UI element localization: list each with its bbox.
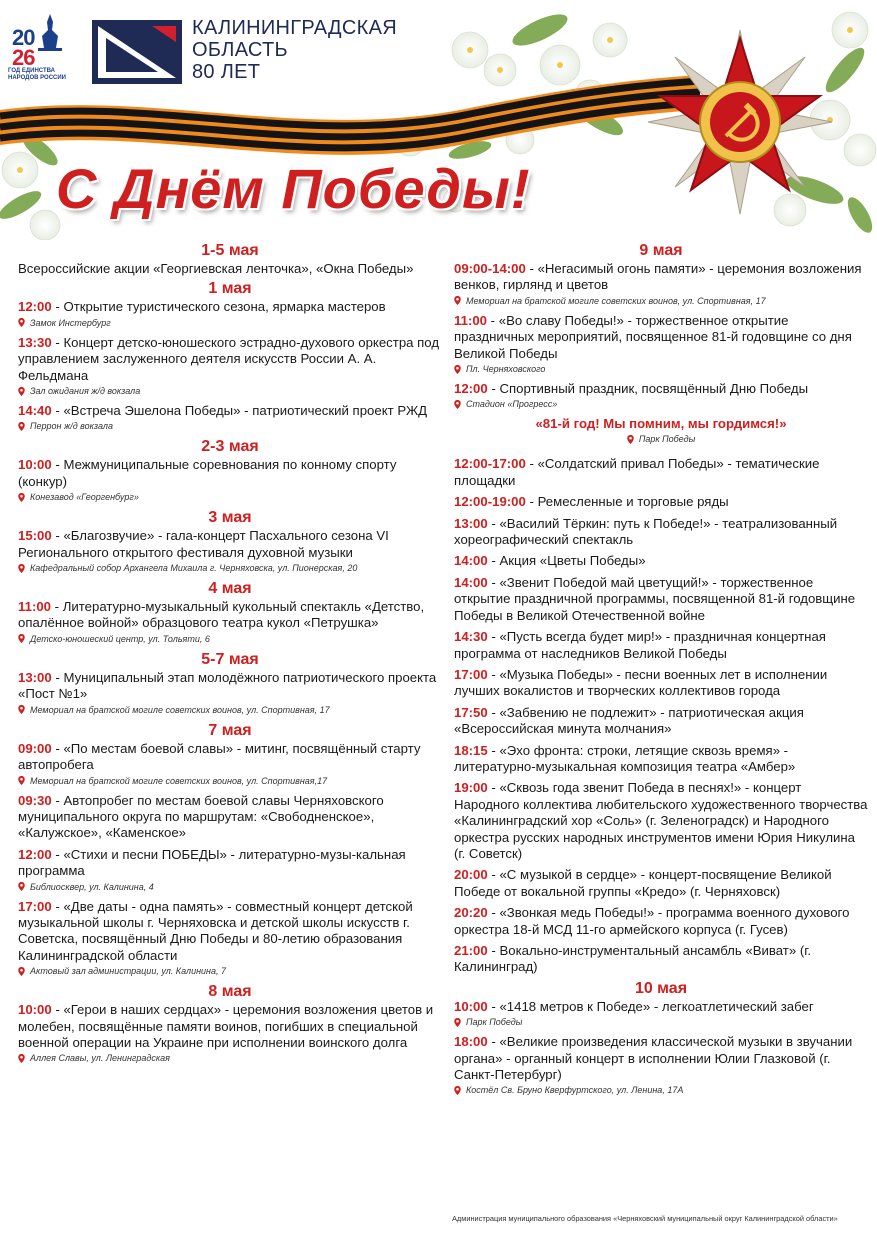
program-location: Парк Победы	[454, 433, 868, 445]
event-location: Аллея Славы, ул. Ленинградская	[18, 1052, 442, 1064]
location-pin-icon	[18, 318, 25, 327]
date-heading: 9 мая	[639, 242, 683, 259]
event-item: 10:00 - Межмуниципальные соревнования по конному спорту (конкур)	[18, 457, 397, 489]
footer-credit: Администрация муниципального образования «Черняховский муниципальный округ Калининградской области»	[452, 1214, 838, 1223]
event-item: 12:00 - «Стихи и песни ПОБЕДЫ» - литературно-музы-кальная программа	[18, 846, 406, 879]
location-pin-icon	[18, 1054, 25, 1063]
date-heading: 7 мая	[208, 721, 252, 739]
event-item: 19:00 - «Сквозь года звенит Победа в песнях!» - концерт Народного коллектива любительского художественного творчества «Калининградский хор «Соль» (г. Зеленоградск) и Народного оркестра русских народных инструментов имени Юрия Никулина (г. Советск)	[454, 780, 868, 861]
event-item: 17:00 - «Две даты - одна память» - совместный концерт детской музыкальной школы г. Черняховска и детской школы искусств г. Советска, посвящённый Дню Победы и 80-летию образования Калининградской области	[18, 898, 413, 963]
event-item: 13:00 - «Василий Тёркин: путь к Победе!» - театрализованный хореографический спектакль	[454, 515, 838, 548]
event-item: 10:00 - «Герои в наших сердцах» - церемония возложения цветов и молебен, посвящённые памяти воинов, погибших в специальной военной операции на Украине при исполнении воинского долга	[18, 1002, 434, 1050]
st-george-ribbon	[0, 70, 700, 160]
event-location: Стадион «Прогресс»	[454, 398, 868, 410]
program-title: «81-й год! Мы помним, мы гордимся!»	[535, 416, 787, 432]
date-heading: 1 мая	[208, 280, 252, 298]
event-item: 21:00 - Вокально-инструментальный ансамбль «Виват» (г. Калининград)	[454, 943, 812, 975]
logo-tagline: ГОД ЕДИНСТВА НАРОДОВ РОССИИ	[8, 68, 66, 81]
left-column	[18, 240, 442, 1070]
event-item: 17:00 - «Музыка Победы» - песни военных лет в исполнении лучших вокалистов и творческих коллективов города	[454, 666, 828, 699]
event-item: 17:50 - «Забвению не подлежит» - патриотическая акция «Всероссийская минута молчания»	[454, 704, 804, 737]
event-location: Мемориал на братской могиле советских воинов, ул. Спортивная,17	[18, 775, 442, 787]
event-item: 09:00-14:00 - «Негасимый огонь памяти» - церемония возложения венков, гирлянд и цветов	[454, 261, 862, 293]
event-item: 11:00 - «Во славу Победы!» - торжественное открытие праздничных мероприятий, посвященное 81-й годовщине со дня Великой Победы	[454, 312, 852, 361]
event-location: Парк Победы	[454, 1016, 868, 1028]
event-item: 12:00-19:00 - Ремесленные и торговые ряды	[454, 494, 729, 510]
region-line-2: ОБЛАСТЬ	[192, 39, 288, 61]
event-item: 18:15 - «Эхо фронта: строки, летящие сквозь время» - литературно-музыкальная композиция театра «Амбер»	[454, 742, 796, 774]
date-heading: 2-3 мая	[201, 438, 259, 456]
event-item: 14:40 - «Встреча Эшелона Победы» - патриотический проект РЖД	[18, 403, 428, 419]
event-item: 12:00-17:00 - «Солдатский привал Победы» - тематические площадки	[454, 456, 820, 488]
event-item: 14:30 - «Пусть всегда будет мир!» - праздничная концертная программа от наследников Великой Победы	[454, 629, 826, 661]
location-pin-icon	[18, 493, 25, 502]
event-item: 20:20 - «Звонкая медь Победы!» - программа военного духового оркестра 18-й МСД 11-го армейского корпуса (г. Гусев)	[454, 905, 850, 937]
event-location: Пл. Черняховского	[454, 363, 868, 375]
event-item: 13:00 - Муниципальный этап молодёжного патриотического проекта «Пост №1»	[18, 669, 437, 702]
event-item: 18:00 - «Великие произведения классической музыки в звучании органа» - органный концерт в исполнении Юлии Глазковой (г. Санкт-Петербург)	[454, 1034, 853, 1083]
region-line-3: 80 ЛЕТ	[192, 61, 261, 83]
location-pin-icon	[454, 1086, 461, 1095]
event-item: 12:00 - Спортивный праздник, посвящённый Дню Победы	[454, 381, 809, 397]
location-pin-icon	[454, 365, 461, 374]
patriotic-war-order-icon	[640, 22, 840, 222]
location-pin-icon	[18, 564, 25, 573]
event-item: 13:30 - Концерт детско-юношеского эстрадно-духового оркестра под управлением заслуженного деятеля искусств России А. А. Фельдмана	[18, 334, 440, 383]
event-location: Мемориал на братской могиле советских воинов, ул. Спортивная, 17	[18, 704, 442, 716]
event-location: Кафедральный собор Архангела Михаила г. Черняховска, ул. Пионерская, 20	[18, 562, 442, 574]
event-item: 12:00 - Открытие туристического сезона, ярмарка мастеров	[18, 299, 386, 315]
right-column	[454, 240, 868, 1102]
event-item: 11:00 - Литературно-музыкальный кукольный спектакль «Детство, опалённое войной» образцового театра кукол «Петрушка»	[18, 599, 425, 631]
date-heading: 10 мая	[634, 979, 688, 997]
event-location: Мемориал на братской могиле советских воинов, ул. Спортивная, 17	[454, 295, 868, 307]
location-pin-icon	[454, 1018, 461, 1027]
location-pin-icon	[18, 967, 25, 976]
event-location: Актовый зал администрации, ул. Калинина, 7	[18, 965, 442, 977]
date-heading: 5-7 мая	[201, 650, 259, 668]
logo-year: 20 26	[12, 25, 35, 70]
location-pin-icon	[18, 387, 25, 396]
date-heading: 3 мая	[208, 509, 252, 527]
event-item: 09:30 - Автопробег по местам боевой славы Черняховского муниципального округа по маршрутам: «Свободненское», «Калужское», «Каменское»	[18, 792, 384, 841]
location-pin-icon	[18, 422, 25, 431]
location-pin-icon	[454, 400, 461, 409]
location-pin-icon	[18, 776, 25, 785]
date-heading: 1-5 мая	[201, 242, 259, 259]
event-location: Конезавод «Георгенбург»	[18, 491, 442, 503]
location-pin-icon	[18, 705, 25, 714]
event-item: Всероссийские акции «Георгиевская ленточка», «Окна Победы»	[18, 261, 414, 276]
date-heading: 8 мая	[208, 983, 252, 1001]
event-location: Замок Инстербург	[18, 317, 442, 329]
event-item: 15:00 - «Благозвучие» - гала-концерт Пасхального сезона VI Регионального открытого фестиваля духовной музыки	[18, 528, 389, 560]
event-item: 10:00 - «1418 метров к Победе» - легкоатлетический забег	[454, 998, 814, 1014]
event-item: 14:00 - «Звенит Победой май цветущий!» - торжественное открытие праздничной программы, посвященной 81-й годовщине Победы в Великой Отечественной войне	[454, 574, 856, 623]
header	[0, 0, 877, 240]
event-location: Библиосквер, ул. Калинина, 4	[18, 881, 442, 893]
region-line-1: КАЛИНИНГРАДСКАЯ	[192, 17, 397, 39]
location-pin-icon	[627, 435, 634, 444]
date-heading: 4 мая	[208, 580, 252, 598]
event-location: Детско-юношеский центр, ул. Тольяти, 6	[18, 633, 442, 645]
location-pin-icon	[18, 882, 25, 891]
event-location: Зал ожидания ж/д вокзала	[18, 385, 442, 397]
event-item: 09:00 - «По местам боевой славы» - митинг, посвящённый старту автопробега	[18, 740, 421, 773]
location-pin-icon	[454, 296, 461, 305]
page-title: С Днём Победы!	[56, 157, 531, 220]
event-location: Костёл Св. Бруно Кверфуртского, ул. Ленина, 17А	[454, 1084, 868, 1096]
event-location: Перрон ж/д вокзала	[18, 420, 442, 432]
event-item: 20:00 - «С музыкой в сердце» - концерт-посвящение Великой Победе от вокальной группы «Кредо» (г. Черняховск)	[454, 867, 832, 899]
location-pin-icon	[18, 634, 25, 643]
event-item: 14:00 - Акция «Цветы Победы»	[454, 553, 646, 569]
